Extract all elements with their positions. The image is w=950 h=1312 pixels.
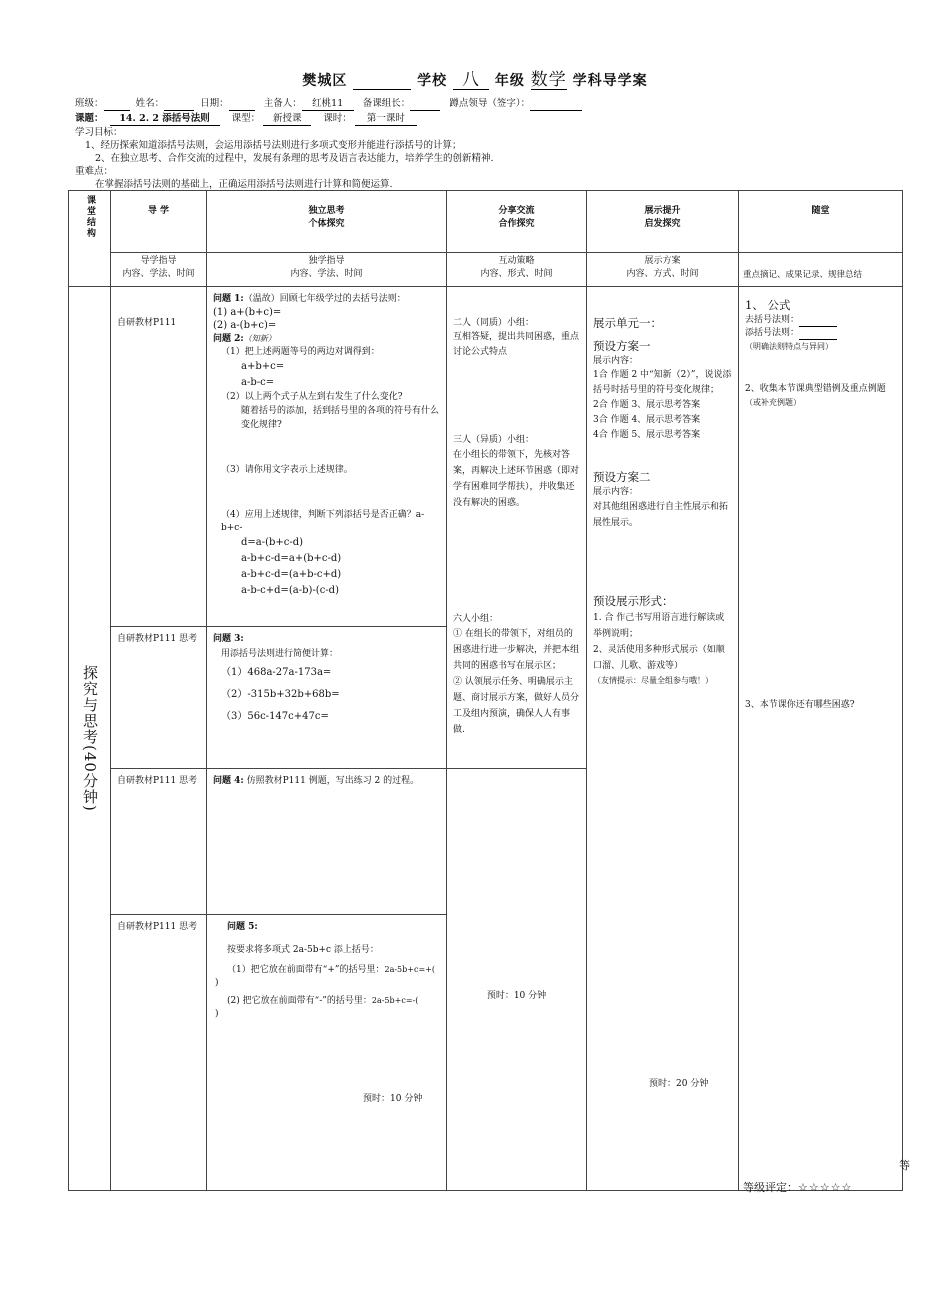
independent-cell-2: 问题 3: 用添括号法则进行简便计算： （1）468a-27a-173a= （2）-315b+32b+68b= （3）56c-147c+47c= [207, 627, 447, 769]
check-1: d=a-(b+c-d) [241, 537, 304, 548]
rating-stars[interactable]: ☆☆☆☆☆ [798, 1181, 853, 1194]
check-3: a-b+c-d=(a+b-c+d) [241, 569, 342, 580]
grade-rating: 等级评定：☆☆☆☆☆ [743, 1181, 853, 1194]
meta-line-2: 课题： 14. 2. 2 添括号法则 课型： 新授课 课时： 第一课时 [75, 112, 417, 126]
learning-objectives: 学习目标： 1、经历探索知道添括号法则，会运用添括号法则进行多项式变形并能进行添括号的计算； 2、在独立思考、合作交流的过程中，发展有条理的思考及语言表达能力，培养学生的创新精神. 重难点： 在掌握添括号法则的基础上，正确运用添括号法则进行计算和简便运算. [75, 127, 494, 190]
independent-cell-3: 问题 4: 仿照教材P111 例题，写出练习 2 的过程。 [207, 769, 447, 915]
independent-subheader: 独学指导 内容、学法、时间 [207, 253, 447, 287]
check-4: a-b-c+d=(a-b)-(c-d) [241, 585, 339, 596]
independent-header: 独立思考 个体探究 [207, 191, 447, 253]
lesson-table [68, 190, 910, 1194]
objective-1: 1、经历探索知道添括号法则，会运用添括号法则进行多项式变形并能进行添括号的计算； [85, 140, 462, 151]
guide-header: 导 学 [111, 191, 207, 253]
share-time: 预时：10 分钟 [486, 991, 547, 1001]
lesson-topic: 14. 2. 2 添括号法则 [110, 112, 220, 126]
keypoints-label: 重难点： [75, 166, 114, 177]
title-school-blank [353, 75, 411, 90]
share-cell-lower [447, 769, 587, 1191]
guide-cell-4: 自研教材P111 思考 [111, 915, 207, 1191]
objective-2: 2、在独立思考、合作交流的过程中，发展有条理的思考及语言表达能力，培养学生的创新精神. [95, 153, 494, 164]
problem2-expr2: a-b-c= [241, 377, 275, 388]
notes-header: 随堂 [739, 191, 903, 253]
structure-header: 课堂结构 [69, 191, 111, 287]
share-cell-upper: 二人（同质）小组： 互相答疑，提出共同困惑，重点讨论公式特点 三人（异质）小组： 在小组长的带领下，先核对答案，再解决上述环节困惑（即对学有困难同学帮扶），并收集还没有解决的困惑。 六人小组： ① 在组长的带领下，对组员的困惑进行进一步解决，并把本组共同的困惑书写在展示区； ② 认领展示任务、明确展示主题、商讨展示方案，做好人员分工及组内预演，确保人人有事做. [447, 287, 587, 769]
title-grade: 八 [453, 72, 489, 90]
lesson-period: 第一课时 [355, 112, 417, 126]
show-header: 展示提升 启发探究 [587, 191, 739, 253]
header-row [69, 191, 903, 253]
independent-cell-4: 问题 5: 按要求将多项式 2a-5b+c 添上括号： （1）把它放在前面带有“+”的括号里：2a-5b+c=+( ) (2) 把它放在前面带有“-”的括号里：2a-5b+c=-( ) 预时：10 分钟 [207, 915, 447, 1191]
share-subheader: 互动策略 内容、形式、时间 [447, 253, 587, 287]
problem5-time: 预时：10 分钟 [363, 1094, 423, 1104]
title-grade-suffix: 年级 [494, 73, 525, 89]
title-school: 学校 [417, 73, 448, 89]
section-label-cell [69, 287, 111, 1191]
problem1-line1: (1) a+(b+c)= [213, 307, 282, 318]
content-row-1 [69, 287, 903, 627]
show-time: 预时：20 分钟 [649, 1079, 709, 1089]
title-suffix: 学科导学案 [572, 73, 648, 89]
show-cell: 展示单元一： 预设方案一 展示内容： 1合 作题 2 中“知新（2）”，说说添括号时括号里的符号变化规律； 2合 作题 3、展示思考答案 3合 作题 4、展示思考答案 4合 作题 5、展示思考答案 预设方案二 展示内容： 对其他组困惑进行自主性展示和拓展性展示。 预设展示形式： 1. 合 作己书写用语言进行解读或举例说明； 2、灵活使用多种形式展示（如顺口溜、儿歌、游戏等） （友情提示：尽量全组参与哦！） 预时：20 分钟 [587, 287, 739, 1191]
notes-cell: 1、 公式 去括号法则： 添括号法则： （明确法则特点与异同） 2、收集本节课典型错例及重点例题 （或补充例题） 3、本节课你还有哪些困惑? 等级评定：☆☆☆☆☆ 等 [739, 287, 903, 1191]
guide-subheader: 导学指导 内容、学法、时间 [111, 253, 207, 287]
problem2-expr1: a+b+c= [241, 361, 285, 372]
page-title [0, 70, 950, 90]
section-label: 探究与思考(40分钟) [81, 665, 99, 812]
show-subheader: 展示方案 内容、方式、时间 [587, 253, 739, 287]
subheader-row [69, 253, 903, 287]
guide-cell-1: 自研教材P111 [111, 287, 207, 627]
share-header: 分享交流 合作探究 [447, 191, 587, 253]
lesson-type: 新授课 [263, 112, 311, 126]
notes-subheader: 重点摘记、成果记录、规律总结 [739, 253, 903, 287]
keypoints-text: 在掌握添括号法则的基础上，正确运用添括号法则进行计算和简便运算. [95, 179, 393, 190]
preparer-name: 红桃11 [302, 97, 354, 111]
check-2: a-b+c-d=a+(b+c-d) [241, 553, 342, 564]
title-subject: 数学 [530, 70, 567, 90]
independent-cell-1: 问题 1:（温故）回顾七年级学过的去括号法则： (1) a+(b+c)= (2) a-(b+c)= 问题 2:（知新） （1）把上述两题等号的两边对调得到： a+b+c= a-b-c= （2）以上两个式子从左到右发生了什么变化? 随着括号的添加，括到括号里的各项的符号有什么变化规律? （3）请你用文字表示上述规律。 （4）应用上述规律，判断下列添括号是否正确？a-b+c- d=a-(b+c-d) a-b+c-d=a+(b+c-d) a-b+c-d=(a+b-c+d) a-b-c+d=(a-b)-(c-d) [207, 287, 447, 627]
title-district: 樊城区 [302, 73, 348, 89]
guide-cell-3: 自研教材P111 思考 [111, 769, 207, 915]
meta-line-1: 班级： 姓名： 日期： 主备人： 红桃11 备课组长： 蹲点领导（签字）： [75, 97, 582, 111]
problem1-line2: (2) a-(b+c)= [213, 320, 277, 331]
guide-cell-2: 自研教材P111 思考 [111, 627, 207, 769]
